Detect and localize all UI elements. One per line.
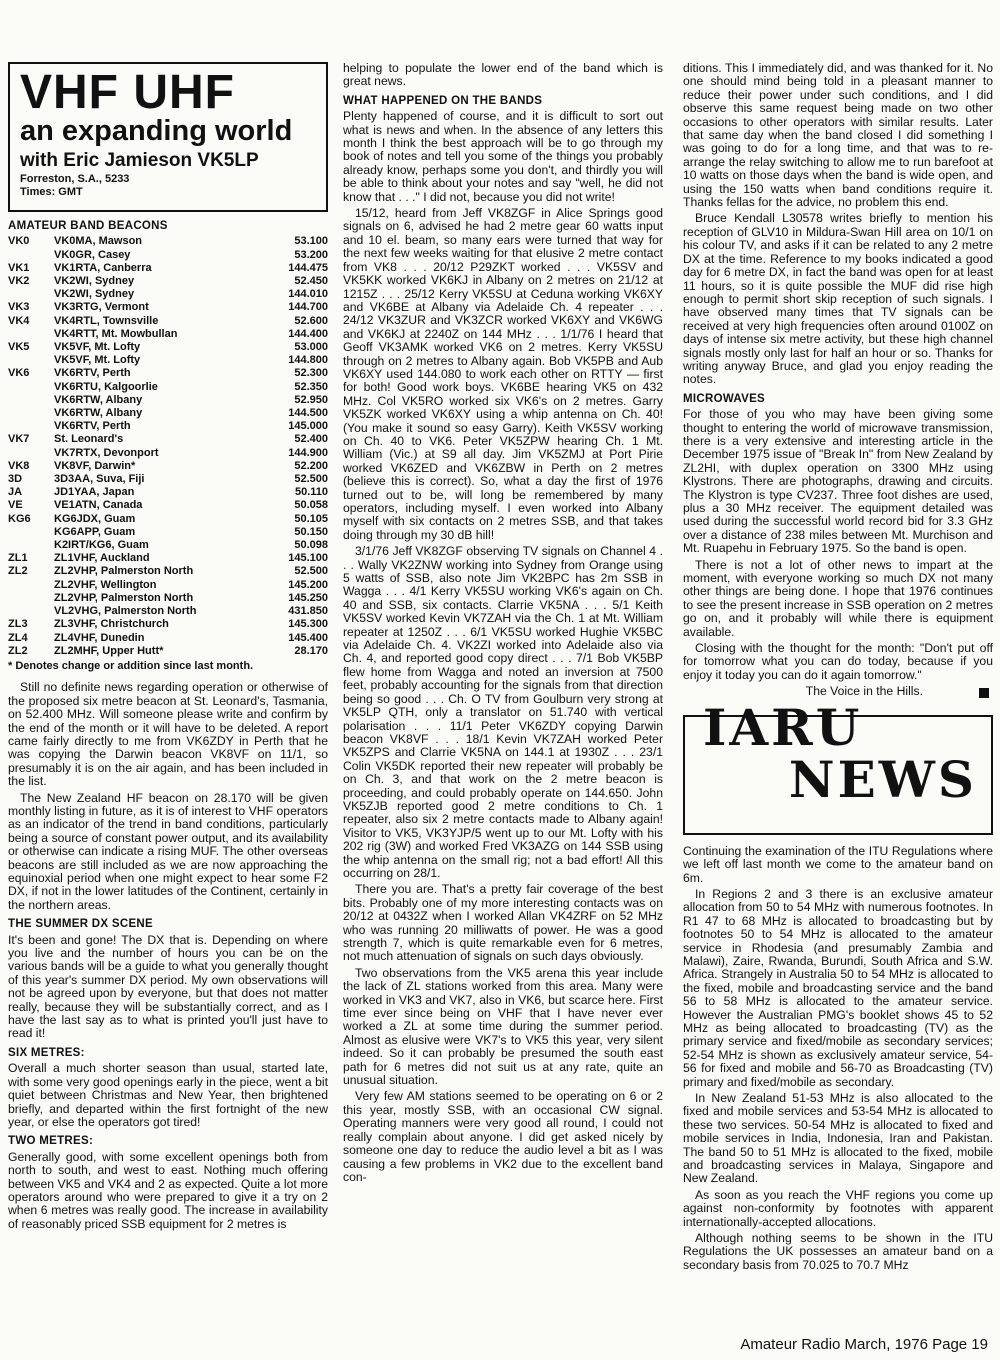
beacon-row xyxy=(8,354,328,367)
beacon-row xyxy=(8,539,328,552)
beacon-prefix: VK5 xyxy=(8,341,30,354)
beacon-callsign: VK5VF, Mt. Lofty xyxy=(54,341,141,354)
paragraph: Plenty happened of course, and it is difficult to sort out what is news and when. In the absence of any letters this month I think the best approach will be to go through my book of notes and tell you some of the things you probably already know, perhaps some you don't, and thirdly you will be able to think about your notes and say "well, he did not know that . . ." I did not, because you did not write! xyxy=(343,109,663,204)
beacon-callsign: VK2WI, Sydney xyxy=(54,275,135,288)
beacon-callsign: VK6RTW, Albany xyxy=(54,407,143,420)
beacon-callsign: ZL1VHF, Auckland xyxy=(54,552,150,565)
beacon-prefix xyxy=(8,526,54,539)
beacon-callsign: VK5VF, Mt. Lofty xyxy=(54,354,141,367)
beacon-prefix: ZL3 xyxy=(8,618,28,631)
beacon-row xyxy=(8,579,328,592)
beacon-frequency: 52.450 xyxy=(294,275,328,288)
author-address: Forreston, S.A., 5233 xyxy=(20,173,130,186)
beacon-prefix xyxy=(8,394,54,407)
beacon-row xyxy=(8,565,328,578)
paragraph: Closing with the thought for the month: "Don't put off for tomorrow what you can do today, because if you enjoy it today you can do it again tomorrow." xyxy=(683,641,993,682)
beacon-frequency: 144.400 xyxy=(288,327,328,340)
paragraph: Overall a much shorter season than usual, started late, with some very good openings early in the piece, went a bit quiet between Christmas and New Year, then brightened briefly, and departed within the first fortnight of the new year, or else the operators got tired! xyxy=(8,1061,328,1129)
beacon-frequency: 52.500 xyxy=(294,565,328,578)
beacon-row xyxy=(8,275,328,288)
paragraph: In New Zealand 51-53 MHz is also allocated to the fixed and mobile services and 53-54 MHz is allocated to these two services. 50-54 MHz is allocated to fixed and mobile services in India, Indonesia, Iran and Pakistan. The band 50 to 51 MHz is allocated to the fixed, mobile and broadcasting services in Malaya, Singapore and New Zealand. xyxy=(683,1091,993,1186)
beacon-row xyxy=(8,420,328,433)
beacon-row xyxy=(8,632,328,645)
section-heading-six-metres: SIX METRES: xyxy=(8,1046,85,1059)
paragraph: Continuing the examination of the ITU Regulations where we left off last month we come to the amateur band on 6m. xyxy=(683,843,993,885)
beacon-footnote: * Denotes change or addition since last month. xyxy=(8,659,254,672)
paragraph: Generally good, with some excellent openings both from north to south, and west to east. Nothing much offering between VK5 and VK4 and 2 as expected. Quite a lot more operators around who were prepared to give it a try on 2 when 6 metres was really good. The increase in availability of reasonably priced SSB equipment for 2 metres is xyxy=(8,1149,328,1231)
beacon-prefix: ZL2 xyxy=(8,565,28,578)
beacon-prefix xyxy=(8,288,54,301)
section-heading-bands: WHAT HAPPENED ON THE BANDS xyxy=(343,94,543,107)
section-heading-microwaves: MICROWAVES xyxy=(683,392,766,405)
beacons-heading: AMATEUR BAND BEACONS xyxy=(8,220,168,232)
paragraph: 15/12, heard from Jeff VK8ZGF in Alice Springs good signals on 6, advised he had 2 metre gear 60 watts input and 10 el. beam, so many ears were turned that way for the next few weeks waiting for that elusive 2 metre contact from VK8 . . . 20/12 P29ZKT worked . . . VK5SV and VK5KK worked VK6KJ in Albany on 2 metres on 21/12 at 1215Z . . . 25/12 Kerry VK5SU at Ceduna working VK6XY and VK6BE at Albany via Adelaide Ch. 4 repeater . . . 24/12 VK3ZUR and VK3ZCR worked VK6XY and VK6WG and VK6KJ at 2240Z on 144 MHz . . . 1/1/76 I heard that Geoff VK3AMK worked VK6 on 2 metres. Kerry VK5SU through on 2 metres to Albany again. Bob VK5PB and Aub VK6XY used 144.080 to work each other on RTTY — first for both! Good work boys. VK6BE hearing VK5 on 432 MHz. Col VK5RO worked six VK6's on 2 metres. Garry VK5ZK worked VK6XY using a whip antenna on Ch. 40! (You make it sound so easy Garry). Keith VK5SV working on Ch. 40 to VK6. Peter VK5ZPW hearing Ch. 1 Mt. William (Vic.) at S9 all day. Jim VK5ZMJ at Port Pirie worked VK6ZED and VK6ZBW in Perth on 2 metres (believe this is correct). So, what a day the first of 1976 turned out to be, will long be remembered by many operators, including myself. I even worked into Albany myself with six contacts on 2 metres SSB, and that takes doing through my 30 dB hill! xyxy=(343,206,663,542)
beacon-prefix: KG6 xyxy=(8,512,31,525)
beacon-callsign: KG6JDX, Guam xyxy=(54,512,136,525)
beacon-callsign: VK0MA, Mawson xyxy=(54,235,143,248)
beacon-callsign: ZL3VHF, Christchurch xyxy=(54,618,169,631)
byline: with Eric Jamieson VK5LP xyxy=(20,150,259,171)
signature-line xyxy=(683,685,993,698)
beacon-row xyxy=(8,328,328,341)
beacon-frequency: 52.500 xyxy=(294,473,328,486)
beacon-row xyxy=(8,288,328,301)
column-title-box xyxy=(8,62,328,212)
beacon-row xyxy=(8,473,328,486)
beacon-prefix: JA xyxy=(8,486,23,499)
beacon-frequency: 52.950 xyxy=(294,393,328,406)
paragraph: In Regions 2 and 3 there is an exclusive amateur allocation from 50 to 54 MHz with numerous footnotes. In R1 47 to 68 MHz is allocated to broadcasting but by footnotes 50 to 54 MHz is allocated to the amateur service in Rhodesia (and presumably Zambia and Malawi), Zaire, Rwanda, Burundi, South Africa and S.W. Africa. Strangely in Australia 50 to 54 MHz is allocated to the fixed, mobile and broadcasting service and the band 56 to 58 MHz is allocated to the amateur service. However the Australian PMG's booklet shows 45 to 52 MHz as being allocated to broadcasting (TV) as the primary service and fixed/mobile as secondary services; 52-54 MHz is shown as exclusively amateur service, 54-56 for fixed and mobile and 56-70 as Broadcasting (TV) primary and fixed/mobile as secondary. xyxy=(683,886,993,1089)
paragraph: Two observations from the VK5 arena this year include the lack of ZL stations worked from this area. Many were worked in VK3 and VK7, also in VK6, but scarce here. First time ever since being on VHF that I have never ever worked a ZL at some time during the summer period. Almost as elusive were VK7's to VK5 this year, very silent indeed. So it can probably be presumed the south east path for 6 metres did not suit us at any rate, quite an unusual situation. xyxy=(343,965,663,1088)
paragraph: For those of you who may have been giving some thought to entering the world of microwave transmission, there is a very extensive and interesting article in the December 1975 issue of "Break In" from New Zealand by ZL2HI, with duplex operation on 3300 MHz using Klystrons. There are photographs, drawing and circuits. The Klystron is type CV237. Three foot dishes are used, plus a 30 MHz receiver. The equipment detailed was used during the successful world record bid for 3.3 GHz over a distance of 238 miles between Mt. Murchison and Mt. Ruapehu in February 1975. So the band is open. xyxy=(683,407,993,556)
beacon-table xyxy=(8,235,328,658)
beacon-callsign: VE1ATN, Canada xyxy=(54,499,143,512)
beacon-callsign: VK6RTW, Albany xyxy=(54,393,143,406)
beacon-frequency: 53.000 xyxy=(294,341,328,354)
beacon-frequency: 52.300 xyxy=(294,367,328,380)
beacon-frequency: 144.500 xyxy=(288,407,328,420)
beacon-row xyxy=(8,645,328,658)
beacon-prefix xyxy=(8,354,54,367)
beacon-prefix: VK1 xyxy=(8,261,30,274)
beacon-frequency: 144.900 xyxy=(288,446,328,459)
beacon-frequency: 144.475 xyxy=(288,261,328,274)
beacon-callsign: VK2WI, Sydney xyxy=(54,288,135,301)
paragraph: There is not a lot of other news to impart at the moment, with everyone working so much DX not many other things are being done. I hope that 1976 continues to see the present increase in SSB operation on 2 metres go on, and it probably will while there is equipment available. xyxy=(683,557,993,639)
beacon-prefix: VK0 xyxy=(8,235,30,248)
beacon-frequency: 145.100 xyxy=(288,552,328,565)
beacon-row xyxy=(8,341,328,354)
beacon-row xyxy=(8,315,328,328)
beacon-row xyxy=(8,433,328,446)
paragraph: Bruce Kendall L30578 writes briefly to mention his reception of GLV10 in Mildura-Swan Hill area on 10/1 on his colour TV, and asks if it can be related to any 2 metre DX at the time. Reference to my books indicated a good day for 6 metre DX, in fact the band was open for at least 11 hours, so it is quite possible the MUF did rise high enough to permit short skip reception of such signals. I have observed many times that TV signals can be received at very high frequencies often around 0100Z on days of intense six metre activity, but these high channel signals mostly only last for half an hour or so. Thanks for writing anyway Bruce, and glad you enjoy reading the notes. xyxy=(683,211,993,387)
beacon-frequency: 144.700 xyxy=(288,301,328,314)
column-subtitle: an expanding world xyxy=(20,115,293,147)
page-footer: Amateur Radio March, 1976 Page 19 xyxy=(740,1336,988,1353)
paragraph: There you are. That's a pretty fair coverage of the best bits. Probably one of my more interesting contacts was on 20/12 at 0432Z when I worked Allan VK4ZRF on 52 MHz who was running 20 milliwatts of power. He was a good strength 7, which is quite remarkable even for 6 metres, not much attenuation of signals on such days obviously. xyxy=(343,882,663,964)
beacon-frequency: 431.850 xyxy=(288,605,328,618)
beacon-prefix xyxy=(8,420,54,433)
beacon-callsign: VL2VHG, Palmerston North xyxy=(54,605,197,618)
end-of-article-mark xyxy=(979,688,989,698)
beacon-frequency: 50.105 xyxy=(294,512,328,525)
beacon-row xyxy=(8,526,328,539)
beacon-row xyxy=(8,605,328,618)
beacon-row xyxy=(8,367,328,380)
beacon-frequency: 50.110 xyxy=(294,486,328,499)
beacon-frequency: 53.200 xyxy=(294,248,328,261)
beacon-callsign: ZL4VHF, Dunedin xyxy=(54,631,145,644)
news-title-word: NEWS xyxy=(788,749,977,809)
paragraph: The New Zealand HF beacon on 28.170 will be given monthly listing in future, as it is of interest to VHF operators as an indicator of the trend in band conditions, particularly being a source of constant power output, and its availability or otherwise can indicate a rising MUF. The other overseas beacons are still included as we are now approaching the equinoxial period when one might expect to hear some F2 DX, if not in the lower latitudes of the Continent, certainly in the northern areas. xyxy=(8,790,328,912)
beacon-prefix: ZL4 xyxy=(8,631,28,644)
paragraph: It's been and gone! The DX that is. Depending on where you live and the number of hours you can be on the various bands will be a guide to what you generally thought of this year's summer DX period. My own observations will not be agreed upon by everyone, but that does not matter really, because they will be substantially correct, and as I have the last say as to what is printed you'll just have to read it! xyxy=(8,932,328,1041)
beacon-callsign: VK8VF, Darwin* xyxy=(54,459,136,472)
beacon-prefix: VK2 xyxy=(8,275,30,288)
beacon-row xyxy=(8,460,328,473)
beacon-row xyxy=(8,235,328,248)
beacon-row xyxy=(8,486,328,499)
beacon-frequency: 144.800 xyxy=(288,354,328,367)
beacon-frequency: 145.400 xyxy=(288,631,328,644)
beacon-row xyxy=(8,381,328,394)
beacon-callsign: ZL2VHF, Wellington xyxy=(54,578,157,591)
beacon-callsign: VK7RTX, Devonport xyxy=(54,446,159,459)
beacon-prefix: VK4 xyxy=(8,314,30,327)
beacon-row xyxy=(8,618,328,631)
beacon-callsign: VK6RTV, Perth xyxy=(54,367,131,380)
beacon-prefix: VE xyxy=(8,499,23,512)
beacon-frequency: 52.400 xyxy=(294,433,328,446)
beacon-callsign: 3D3AA, Suva, Fiji xyxy=(54,473,145,486)
beacon-frequency: 145.250 xyxy=(288,591,328,604)
beacon-row xyxy=(8,394,328,407)
beacon-prefix: 3D xyxy=(8,473,23,486)
beacon-callsign: KG6APP, Guam xyxy=(54,525,136,538)
paragraph: ditions. This I immediately did, and was thanked for it. No one should mind being told in a pleasant manner to reduce their power under such conditions, and I did observe this same request being made on two other occasions to other operators with similar results. Later that same day when the band closed I did something I was going to do for a long time, and that was to re-arrange the relay switching to allow me to run barefoot at 10 watts on those days when the band is wide open, and using the 150 watts when band conditions require it. Thanks fellas for the advice, no problem this end. xyxy=(683,61,993,210)
beacon-callsign: JD1YAA, Japan xyxy=(54,486,135,499)
beacon-frequency: 53.100 xyxy=(294,235,328,248)
iaru-title-word: IARU xyxy=(703,697,863,757)
beacon-row xyxy=(8,262,328,275)
beacon-frequency: 144.010 xyxy=(288,288,328,301)
beacon-frequency: 50.150 xyxy=(294,525,328,538)
beacon-frequency: 28.170 xyxy=(294,644,328,657)
beacon-prefix xyxy=(8,579,54,592)
beacon-callsign: ZL2MHF, Upper Hutt* xyxy=(54,644,164,657)
column-3 xyxy=(683,62,993,1275)
beacon-prefix xyxy=(8,328,54,341)
beacon-callsign: VK6RTU, Kalgoorlie xyxy=(54,380,158,393)
beacon-frequency: 145.300 xyxy=(288,618,328,631)
beacon-prefix: ZL1 xyxy=(8,552,28,565)
beacon-prefix: VK8 xyxy=(8,459,30,472)
paragraph: Very few AM stations seemed to be operating on 6 or 2 this year, mostly SSB, with an occasional CW signal. Operating manners were very good all round, I could not really complain about anyone. I did get asked nicely by someone one day to reduce the audio level a bit as I was causing a few problems in VK2 due to the excellent band con- xyxy=(343,1089,663,1184)
beacon-frequency: 52.350 xyxy=(294,380,328,393)
beacon-prefix xyxy=(8,539,54,552)
beacon-row xyxy=(8,552,328,565)
section-heading-two-metres: TWO METRES: xyxy=(8,1135,94,1148)
column-1 xyxy=(8,62,328,1234)
paragraph: Still no definite news regarding operation or otherwise of the proposed six metre beacon at St. Leonard's, Tasmania, on 52.400 MHz. Will someone please write and confirm by the end of the month or it will have to be deleted. A report came fairly directly to me from VK6ZDY in Perth that he was copying the Darwin beacon VK8VF on 11/1, so presumably it is on the air again, and has been included in the list. xyxy=(8,680,328,789)
column-title: VHF UHF xyxy=(20,66,235,119)
paragraph: 3/1/76 Jeff VK8ZGF observing TV signals on Channel 4 . . . Wally VK2ZNW working into Sydney from Orange using 5 watts of SSB, also note Jim VK2BPC has 2m SSB in Wagga . . . 4/1 Kerry VK5SU working VK6's again on Ch. 40 and SSB, six contacts. Clarrie VK5NA . . . 5/1 Keith VK5SV worked Kevin VK7ZAH via the Ch. 1 at Mt. William repeater at 1250Z . . . 6/1 VK5SU worked Hughie VK5BC via Adelaide Ch. 4. VK2ZI worked into Adelaide also via Ch. 4, and reported good copy direct . . . 7/1 Bob VK5BP flew home from Wagga and noted an inversion at 7500 feet, probably accounting for the signals from that direction being so good . . . Ch. O TV from Goulburn very strong at VK5LP QTH, only a translator on 51.740 with vertical polarisation . . . 11/1 Peter VK6ZDY copying Darwin beacon VK8VF . . . 18/1 Kevin VK7ZAH worked Peter VK5ZPS and Clarrie VK5NA on 144.1 at 1930Z . . . 23/1 Colin VK5DK reported their new repeater will probably be on Ch. 3, and that work on the 2 metre beacon is proceeding, and could probably operate on 144.650. John VK5ZJB reported good 2 metre conditions to Ch. 1 repeater, also six 2 metre contacts made to Albany again! Visitor to VK5, VK3YJP/5 went up to our Mt. Lofty with his 202 rig (3W) and worked Fred VK3AZG on 144 SSB using the whip antenna on the small rig; not a bad effort! All this occurring on 28/1. xyxy=(343,544,663,880)
beacon-frequency: 50.098 xyxy=(294,539,328,552)
beacon-prefix: VK6 xyxy=(8,367,30,380)
beacon-callsign: VK3RTG, Vermont xyxy=(54,301,149,314)
beacon-prefix xyxy=(8,592,54,605)
beacon-callsign: VK6RTV, Perth xyxy=(54,420,131,433)
beacon-callsign: St. Leonard's xyxy=(54,433,124,446)
beacon-frequency: 145.200 xyxy=(288,578,328,591)
beacon-frequency: 145.000 xyxy=(288,420,328,433)
beacon-callsign: VK1RTA, Canberra xyxy=(54,261,152,274)
beacon-callsign: ZL2VHP, Palmerston North xyxy=(54,591,194,604)
beacon-callsign: VK4RTT, Mt. Mowbullan xyxy=(54,327,178,340)
beacon-row xyxy=(8,592,328,605)
beacon-row xyxy=(8,407,328,420)
paragraph: Although nothing seems to be shown in the ITU Regulations the UK possesses an amateur band on a secondary basis from 70.025 to 70.7 MHz xyxy=(683,1231,993,1272)
beacon-frequency: 50.058 xyxy=(294,499,328,512)
beacon-row xyxy=(8,249,328,262)
beacon-row xyxy=(8,513,328,526)
paragraph: helping to populate the lower end of the band which is great news. xyxy=(343,61,663,89)
signature: The Voice in the Hills. xyxy=(805,684,923,699)
beacon-frequency: 52.600 xyxy=(294,314,328,327)
beacon-prefix xyxy=(8,407,54,420)
beacon-row xyxy=(8,499,328,512)
beacon-prefix xyxy=(8,447,54,460)
beacon-callsign: VK4RTL, Townsville xyxy=(54,314,159,327)
paragraph: As soon as you reach the VHF regions you come up against non-conformity by footnotes with apparent internationally-accepted allocations. xyxy=(683,1187,993,1229)
beacon-prefix xyxy=(8,605,54,618)
beacon-frequency: 52.200 xyxy=(294,459,328,472)
beacon-prefix: VK3 xyxy=(8,301,30,314)
beacon-prefix: VK7 xyxy=(8,433,30,446)
beacon-prefix xyxy=(8,249,54,262)
column-2 xyxy=(343,62,663,1187)
times-note: Times: GMT xyxy=(20,186,83,199)
beacon-callsign: ZL2VHP, Palmerston North xyxy=(54,565,194,578)
iaru-news-title-box xyxy=(683,697,993,835)
beacon-prefix: ZL2 xyxy=(8,644,28,657)
beacon-callsign: K2IRT/KG6, Guam xyxy=(54,539,149,552)
beacon-callsign: VK0GR, Casey xyxy=(54,248,131,261)
beacon-row xyxy=(8,301,328,314)
beacon-row xyxy=(8,447,328,460)
beacon-prefix xyxy=(8,381,54,394)
section-heading-summer-dx: THE SUMMER DX SCENE xyxy=(8,918,153,931)
